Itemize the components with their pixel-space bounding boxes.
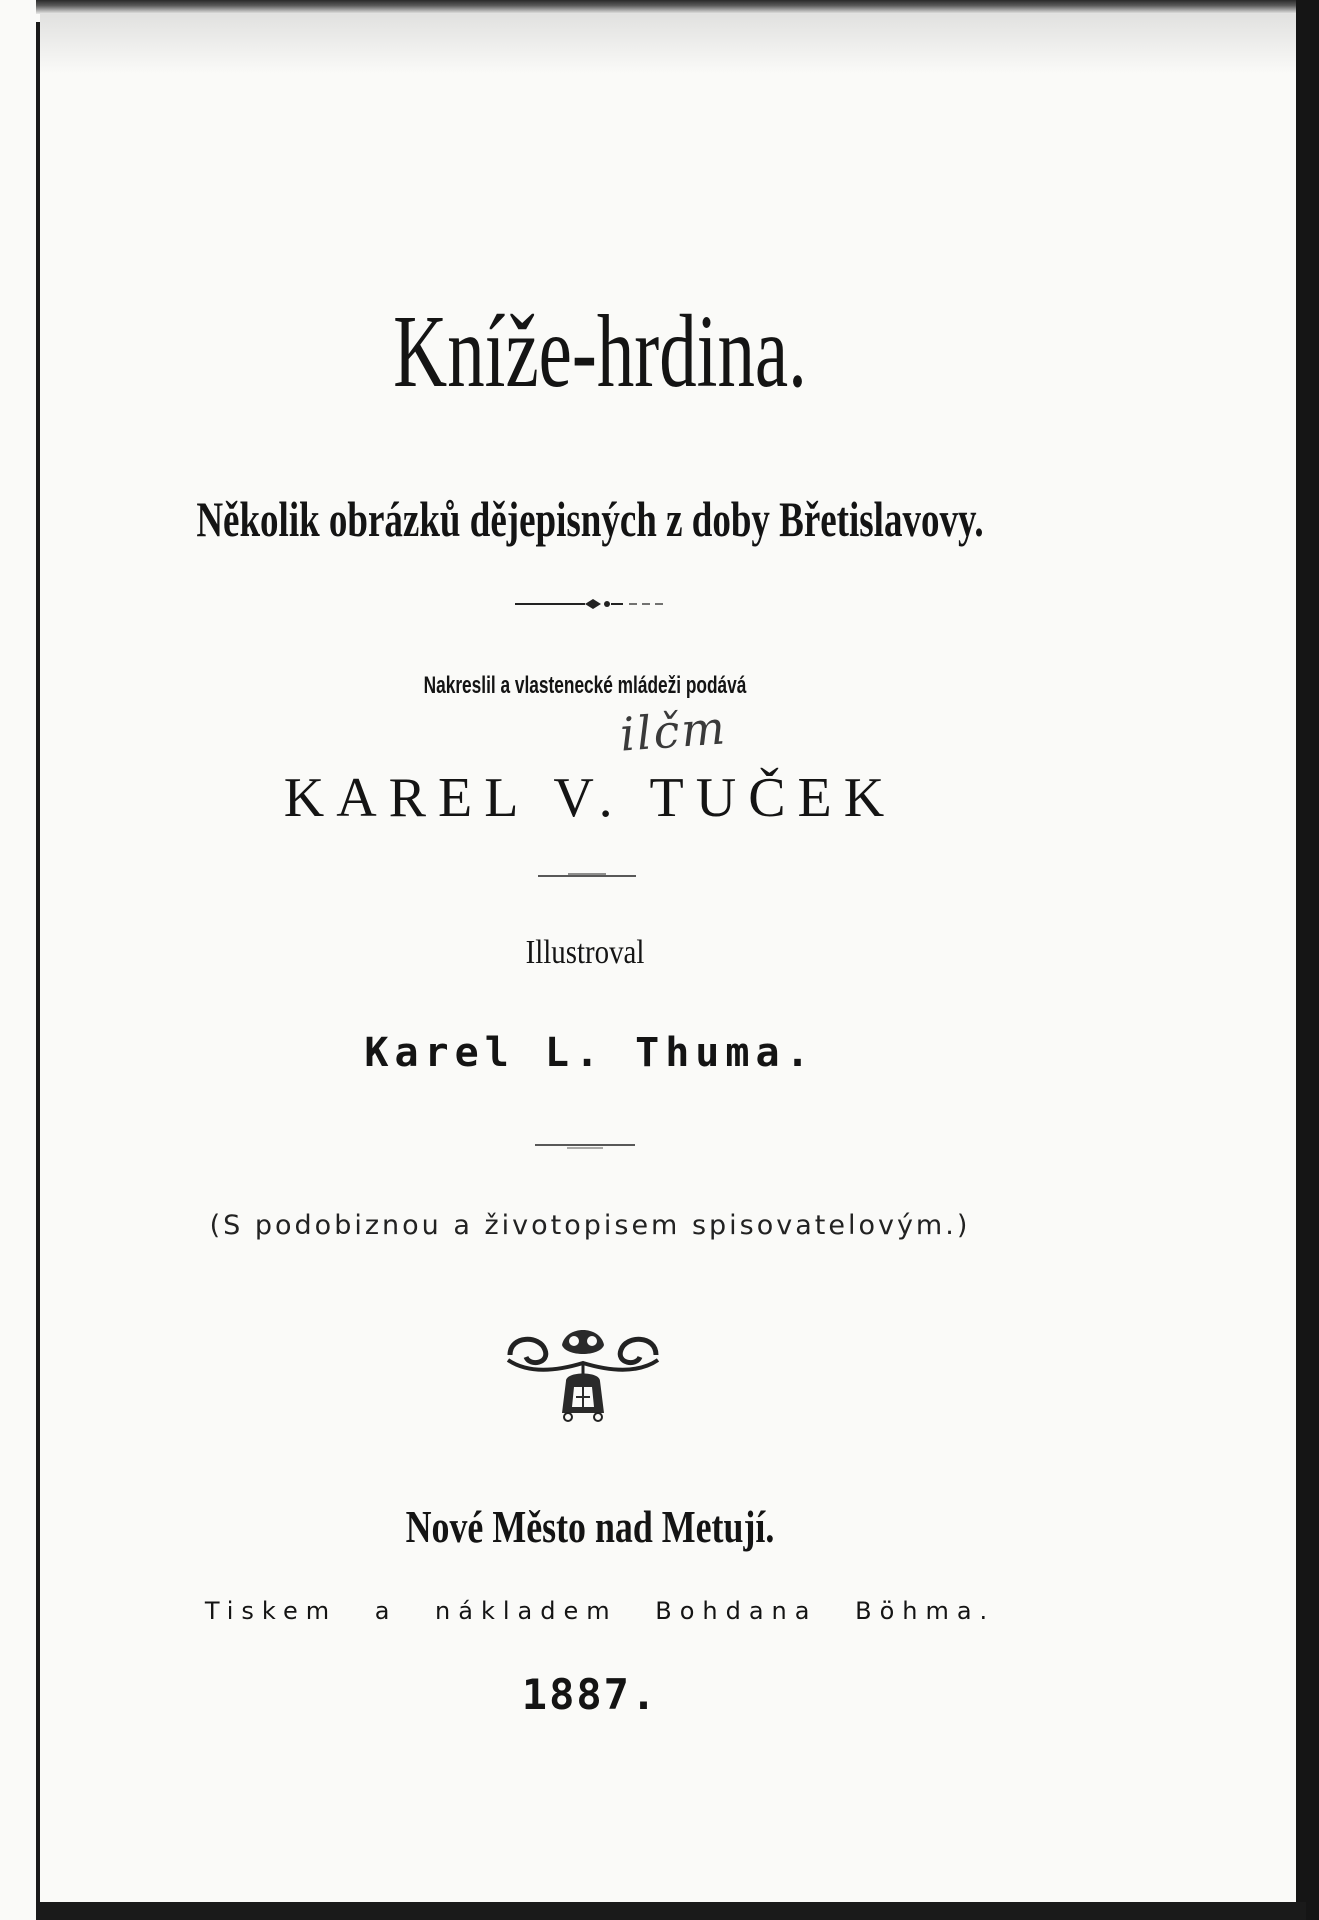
publication-place: Nové Město nad Metují. xyxy=(405,1501,775,1552)
ornamental-divider-icon xyxy=(515,596,665,612)
short-divider xyxy=(538,871,636,881)
book-title: Kníže-hrdina. xyxy=(393,294,807,409)
handwritten-note: ilčm xyxy=(618,700,729,762)
scan-border-left xyxy=(36,22,40,1912)
scan-border-right xyxy=(1296,0,1319,1920)
portrait-note: (S podobiznou a životopisem spisovatelovým.) xyxy=(209,1210,971,1241)
scan-border-bottom xyxy=(36,1902,1306,1920)
illustrated-by-label: Illustroval xyxy=(525,934,645,971)
book-subtitle: Několik obrázků dějepisných z doby Břetislavovy. xyxy=(196,491,984,547)
scan-border-top xyxy=(36,0,1306,14)
publication-year: 1887. xyxy=(521,1670,659,1719)
printer-line: Tiskem a nákladem Bohdana Böhma. xyxy=(204,1597,996,1625)
short-divider xyxy=(535,1141,635,1151)
illustrator-name: Karel L. Thuma. xyxy=(364,1030,816,1076)
scan-smudge xyxy=(40,14,1296,74)
credit-line: Nakreslil a vlastenecké mládeži podává xyxy=(423,672,747,699)
author-name: KAREL V. TUČEK xyxy=(283,767,897,829)
floral-vignette-icon xyxy=(500,1315,666,1425)
